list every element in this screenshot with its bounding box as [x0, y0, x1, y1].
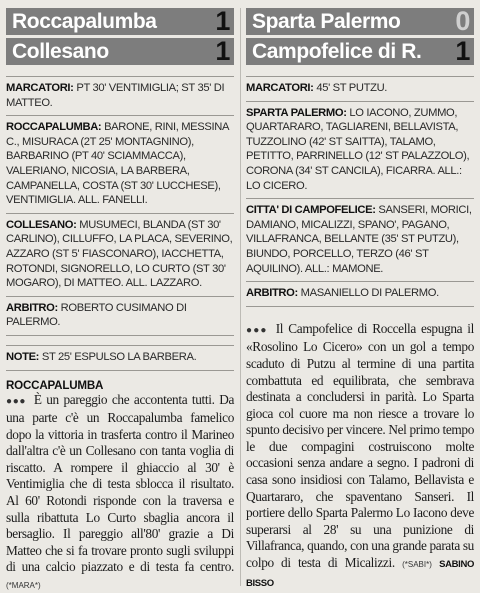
home-team-bar: [246, 8, 474, 35]
referee-text: MASANIELLO DI PALERMO.: [300, 287, 439, 300]
notes-label: NOTE:: [6, 350, 40, 363]
bullet-dots-icon: ●●●: [6, 395, 27, 407]
referee-label: ARBITRO:: [246, 287, 298, 300]
away-team-bar: [6, 38, 234, 65]
away-team-name: Campofelice di R.: [252, 39, 422, 63]
referee-text: ROBERTO CUSIMANO DI PALERMO.: [6, 301, 187, 329]
home-team-score: 1: [215, 6, 230, 36]
article-text: Il Campofelice di Roccella espugna il «Rosolino Lo Cicero» con un gol a tempo scaduto di Putzu al termine di una partita combattuta ed equilibrata, che sembrava destinata a concludersi in parità. Lo Sparta gioca col cuore ma non riesce a trovare lo spunto decisivo per vincere. Nel primo tempo le due compagini costruiscono molte occasioni senza andare a segno. I padroni di casa sono insidiosi con Talamo, Bellavista e Quartararo, che spaventano Sanseri. Il portiere dello Sparta Palermo Lo Iacono deve superarsi al 28' su una punizione di Villafranca, quando, con una grande parata su colpo di testa di Micalizzi.: [246, 320, 474, 571]
away-team-score: 1: [455, 36, 470, 66]
home-lineup-text: LO IACONO, ZUMMO, QUARTARARO, TAGLIARENI, BELLAVISTA, TUZZOLINO (42' ST SAITTA), TALAMO, PETITTO, PARRINELLO (12' ST PALAZZOLO), CORONA (34' ST CANCILA), FICARRA. ALL.: LO CICERO.: [246, 106, 470, 192]
home-team-name: Roccapalumba: [12, 9, 157, 33]
home-team-name: Sparta Palermo: [252, 9, 401, 33]
away-lineup-text: MUSUMECI, BLANDA (ST 30' CARLINO), CILLUFFO, LA PLACA, SEVERINO, AZZARO (ST 5' FIASCONARO), IACCHETTA, ROTONDI, SIGNORELLO, LO CURTO (ST 30' MOGARO), DI MATTEO. ALL. LAZZARO.: [6, 218, 233, 290]
article-credit: (*MARA*): [6, 581, 41, 591]
away-team-name: Collesano: [12, 39, 109, 63]
scorers-text: PT 30' VENTIMIGLIA; ST 35' DI MATTEO.: [6, 82, 225, 109]
scorers-box: [6, 76, 234, 116]
notes-text: ST 25' ESPULSO LA BARBERA.: [41, 350, 197, 363]
article-body: [246, 321, 474, 593]
referee-label: ARBITRO:: [6, 301, 58, 314]
column-divider: [240, 8, 241, 586]
home-lineup-label: SPARTA PALERMO:: [246, 106, 347, 119]
article-author: SABINO BISSO: [246, 559, 475, 589]
scorers-label: MARCATORI:: [6, 82, 74, 94]
home-team-bar: [6, 8, 234, 35]
away-team-score: 1: [215, 36, 230, 66]
referee-box: [246, 282, 474, 307]
referee-box: [6, 297, 234, 336]
away-team-bar: [246, 38, 474, 65]
home-team-score: 0: [455, 6, 470, 36]
article-credit: (*SABI*): [402, 560, 432, 570]
bullet-dots-icon: ●●●: [246, 324, 268, 336]
away-lineup-box: [6, 214, 234, 297]
notes-box: [6, 345, 234, 371]
home-lineup-text: BARONE, RINI, MESSINA C., MISURACA (2T 25' MONTAGNINO), BARBARINO (PT 40' SCIAMMACCA), VALERIANO, NICOSIA, LA BARBERA, CAMPANELLA, COSTA (ST 30' LUCCHESE), VENTIMIGLIA. ALL. FANELLI.: [6, 121, 229, 207]
left-match-column: [6, 8, 234, 593]
scorers-text: 45' ST PUTZU.: [316, 82, 388, 94]
home-lineup-box: [6, 116, 234, 214]
home-lineup-label: ROCCAPALUMBA:: [6, 121, 102, 134]
article-text: È un pareggio che accontenta tutti. Da una parte c'è un Roccapalumba famelico dopo la vittoria in trasferta contro il Marineo dall'altra c'è un Collesano con tanta voglia di riscatto. A rompere il ghiaccio al 30' è Ventimiglia che di testa sblocca il risultato. Al 60' Rotondi risponde con la traversa e sulla ribattuta Lo Curto sbaglia ancora il bersaglio. Il pareggio all'80' grazie a Di Matteo che si fa trovare pronto sugli sviluppi di una calcio piazzato e di testa fa centro.: [6, 391, 234, 575]
scorers-label: MARCATORI:: [246, 82, 314, 94]
away-lineup-label: COLLESANO:: [6, 218, 77, 231]
away-lineup-box: [246, 199, 474, 282]
home-lineup-box: [246, 102, 474, 200]
away-lineup-text: SANSERI, MORICI, DAMIANO, MICALIZZI, SPANO', PAGANO, VILLAFRANCA, BELLANTE (35' ST PUTZU), BIUNDO, PORCELLO, TERZO (46' ST AQUILINO). ALL.: MAMONE.: [246, 204, 472, 275]
right-match-column: [246, 8, 474, 592]
article-body: [6, 392, 234, 593]
article-kicker: ROCCAPALUMBA: [6, 378, 104, 392]
away-lineup-label: CITTA' DI CAMPOFELICE:: [246, 204, 376, 217]
scorers-box: [246, 76, 474, 102]
